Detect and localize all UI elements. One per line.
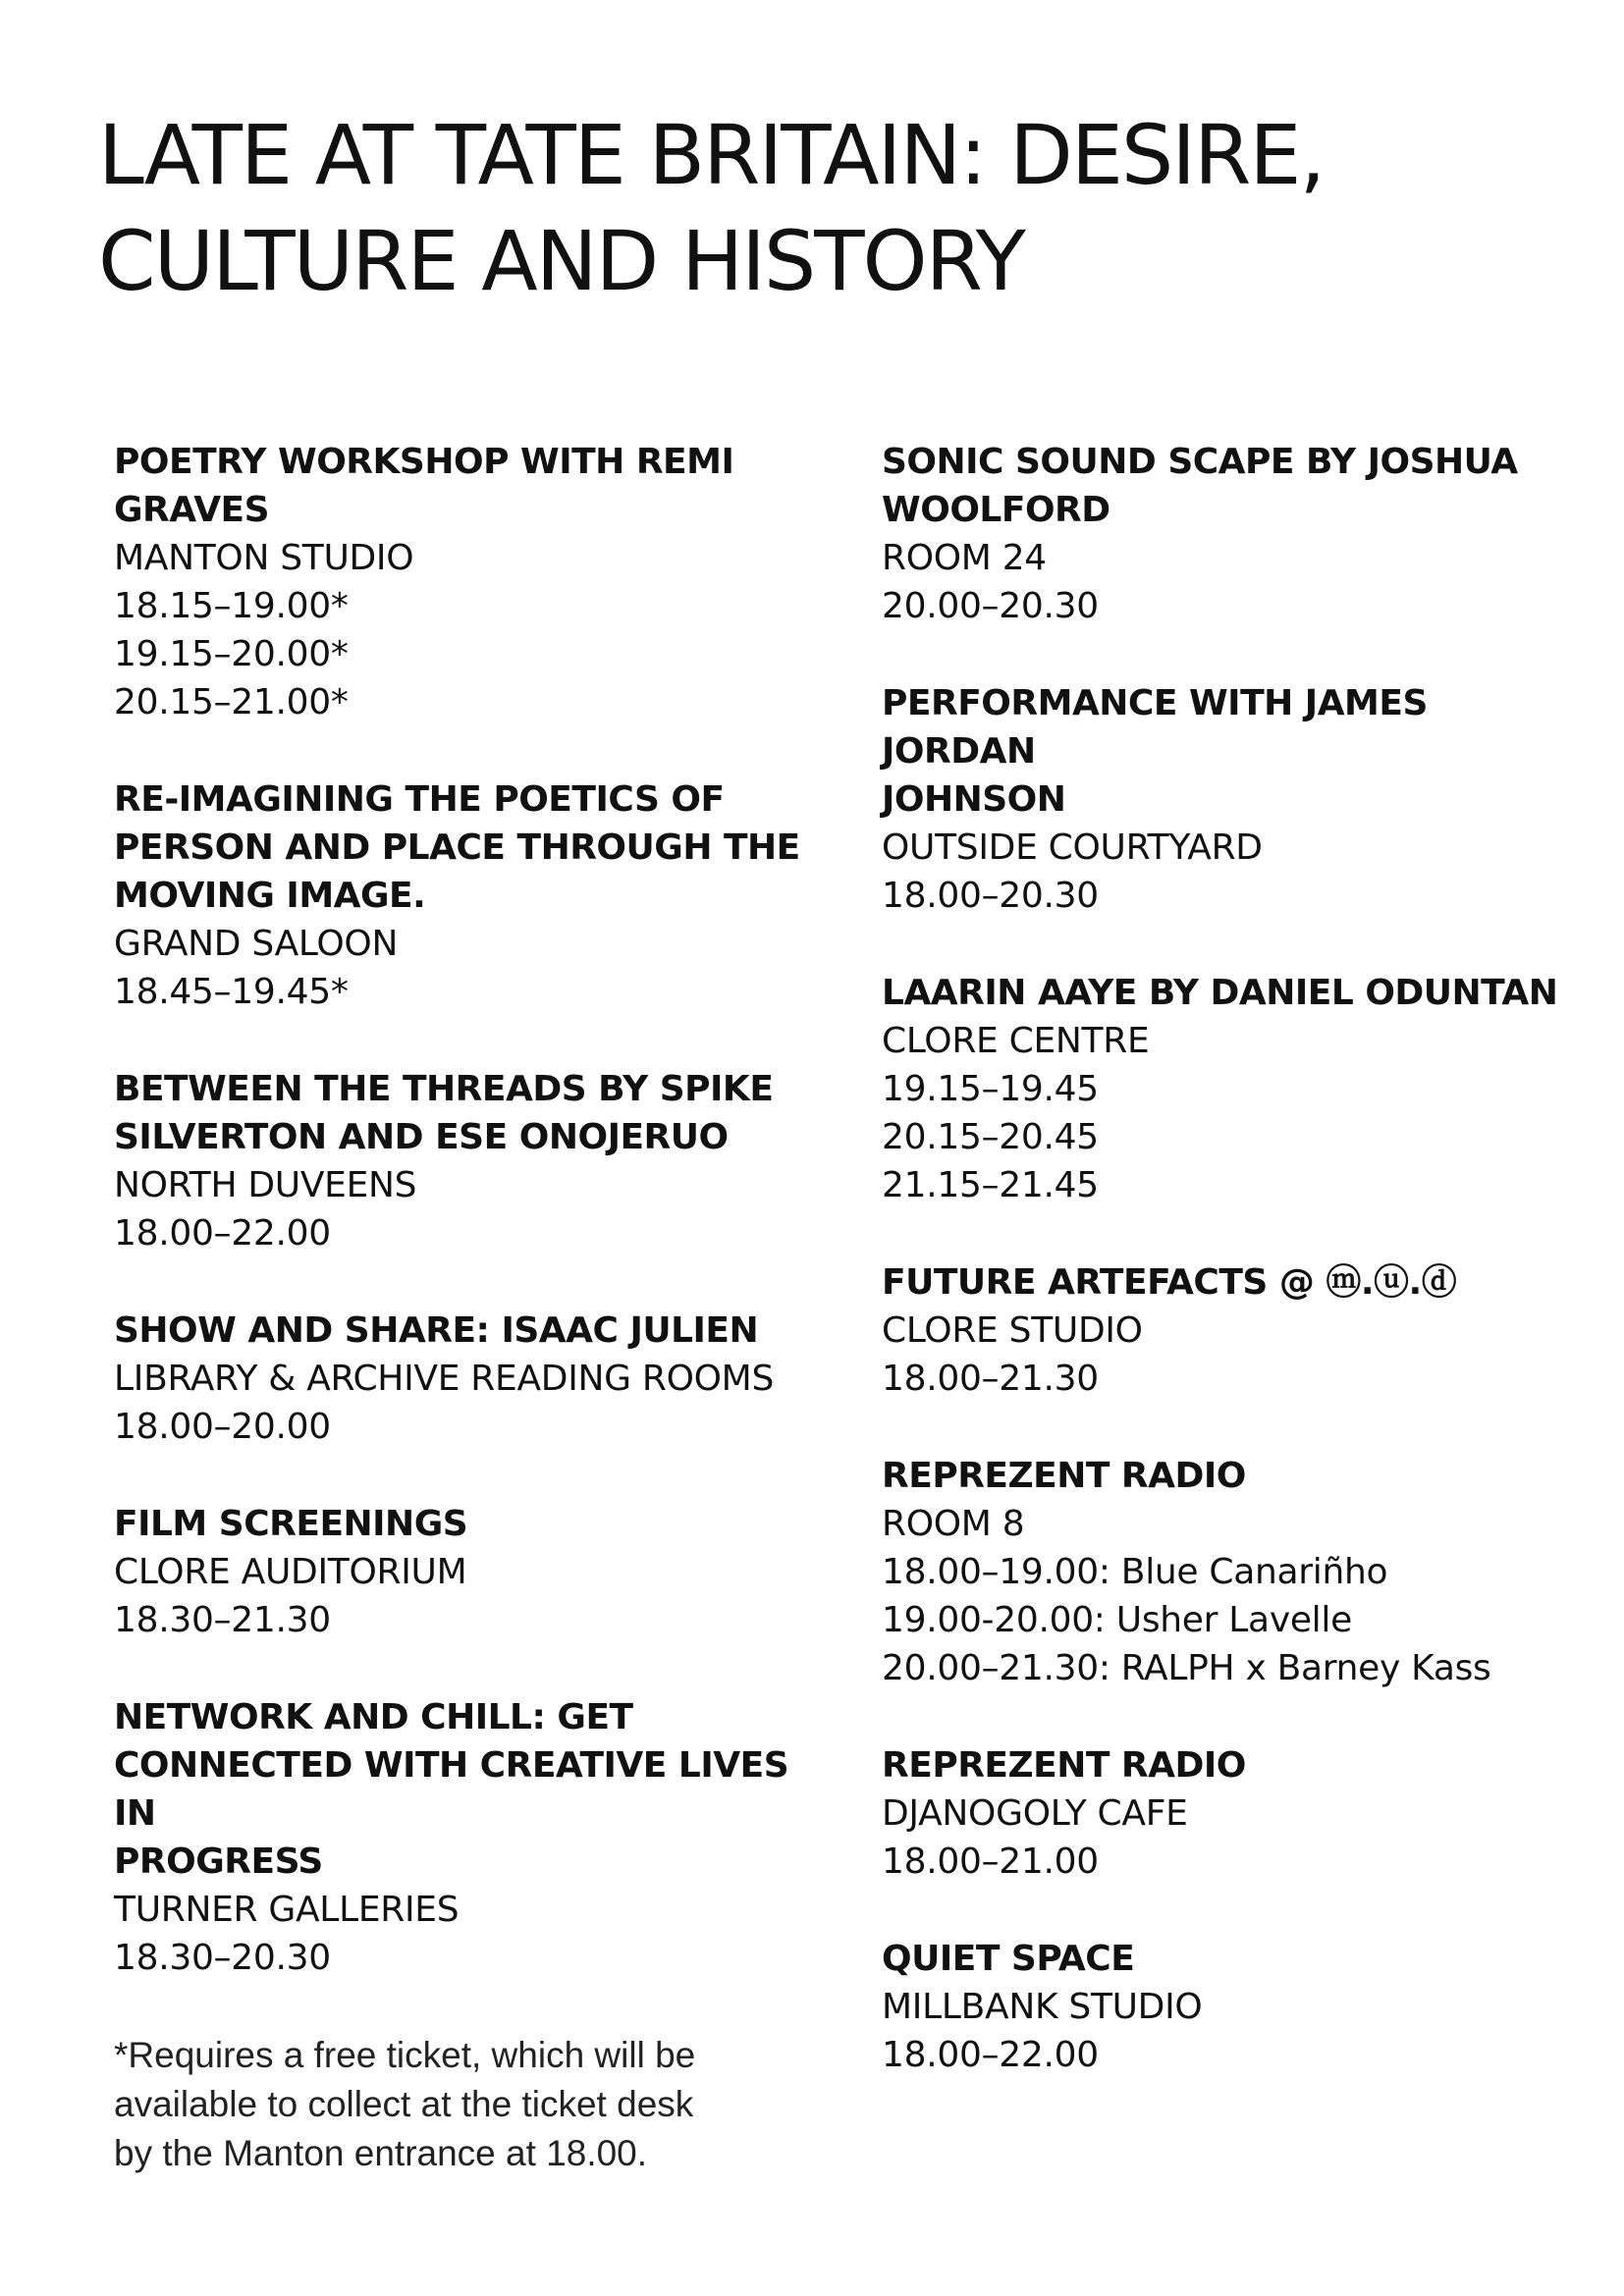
event-block	[114, 775, 801, 1016]
event-block	[114, 1307, 801, 1451]
event-time: 18.30–20.30	[114, 1938, 331, 1978]
event-location: NORTH DUVEENS	[114, 1165, 417, 1205]
event-time: 18.00–20.30	[882, 876, 1099, 916]
event-block	[882, 1452, 1589, 1692]
event-time: 20.00–20.30	[882, 586, 1099, 626]
right-column	[882, 438, 1589, 2128]
event-time: 19.15–20.00*	[114, 634, 349, 674]
event-location: ROOM 24	[882, 538, 1047, 578]
event-location: MANTON STUDIO	[114, 538, 414, 578]
event-title: WOOLFORD	[882, 490, 1110, 530]
event-block	[114, 1065, 801, 1257]
event-block	[114, 1500, 801, 1644]
page-title	[98, 102, 1571, 314]
event-block	[882, 969, 1589, 1209]
event-block	[882, 679, 1589, 920]
event-time: 18.00–20.00	[114, 1407, 331, 1447]
event-location: CLORE AUDITORIUM	[114, 1552, 467, 1592]
event-title: RE-IMAGINING THE POETICS OF	[114, 779, 725, 820]
footnote-line: *Requires a free ticket, which will be	[114, 2035, 696, 2075]
event-time: 18.00–21.00	[882, 1842, 1099, 1882]
event-title: SHOW AND SHARE: ISAAC JULIEN	[114, 1310, 759, 1351]
event-title: POETRY WORKSHOP WITH REMI	[114, 442, 734, 482]
event-title: FILM SCREENINGS	[114, 1504, 468, 1544]
event-time: 21.15–21.45	[882, 1165, 1099, 1205]
event-location: OUTSIDE COURTYARD	[882, 828, 1263, 868]
event-location: CLORE STUDIO	[882, 1310, 1143, 1351]
event-location: CLORE CENTRE	[882, 1021, 1150, 1061]
event-title: PERSON AND PLACE THROUGH THE	[114, 828, 800, 868]
event-title: MOVING IMAGE.	[114, 876, 426, 916]
event-block	[882, 1741, 1589, 1886]
event-block	[114, 1693, 801, 1982]
event-time: 20.15–21.00*	[114, 682, 349, 722]
event-title: FUTURE ARTEFACTS @ ⓜ.ⓤ.ⓓ	[882, 1262, 1457, 1303]
event-block	[882, 1258, 1589, 1403]
event-block	[882, 1935, 1589, 2079]
event-title: QUIET SPACE	[882, 1939, 1135, 1979]
event-title: GRAVES	[114, 490, 270, 530]
ticket-footnote	[114, 2031, 801, 2178]
event-block	[114, 438, 801, 726]
event-location: ROOM 8	[882, 1504, 1025, 1544]
event-title: SONIC SOUND SCAPE BY JOSHUA	[882, 442, 1518, 482]
event-time: 20.15–20.45	[882, 1117, 1099, 1157]
event-time: 19.15–19.45	[882, 1069, 1099, 1109]
event-time: 20.00–21.30: RALPH x Barney Kass	[882, 1648, 1491, 1688]
event-time: 18.30–21.30	[114, 1600, 331, 1640]
event-time: 18.45–19.45*	[114, 972, 349, 1012]
event-time: 19.00-20.00: Usher Lavelle	[882, 1600, 1352, 1640]
title-line-1: LATE AT TATE BRITAIN: DESIRE,	[98, 107, 1325, 203]
title-line-2: CULTURE AND HISTORY	[98, 213, 1024, 309]
event-time: 18.00–19.00: Blue Canariñho	[882, 1552, 1388, 1592]
event-title: PROGRESS	[114, 1842, 323, 1882]
event-title: PERFORMANCE WITH JAMES JORDAN	[882, 683, 1428, 772]
event-title: REPREZENT RADIO	[882, 1456, 1246, 1496]
event-title: JOHNSON	[882, 779, 1066, 820]
event-time: 18.15–19.00*	[114, 586, 349, 626]
event-location: LIBRARY & ARCHIVE READING ROOMS	[114, 1359, 774, 1399]
left-column	[114, 438, 801, 2178]
event-location: TURNER GALLERIES	[114, 1890, 460, 1930]
footnote-line: by the Manton entrance at 18.00.	[114, 2133, 648, 2173]
event-title: LAARIN AAYE BY DANIEL ODUNTAN	[882, 973, 1558, 1013]
event-time: 18.00–21.30	[882, 1359, 1099, 1399]
footnote-line: available to collect at the ticket desk	[114, 2084, 694, 2124]
event-title: REPREZENT RADIO	[882, 1745, 1246, 1786]
event-location: GRAND SALOON	[114, 924, 399, 964]
event-title: CONNECTED WITH CREATIVE LIVES IN	[114, 1745, 789, 1834]
event-title: BETWEEN THE THREADS BY SPIKE	[114, 1069, 774, 1109]
event-location: DJANOGOLY CAFE	[882, 1793, 1188, 1834]
event-title: NETWORK AND CHILL: GET	[114, 1697, 633, 1737]
event-block	[882, 438, 1589, 630]
event-title: SILVERTON AND ESE ONOJERUO	[114, 1117, 729, 1157]
event-time: 18.00–22.00	[114, 1213, 331, 1254]
event-location: MILLBANK STUDIO	[882, 1987, 1203, 2027]
event-time: 18.00–22.00	[882, 2035, 1099, 2075]
